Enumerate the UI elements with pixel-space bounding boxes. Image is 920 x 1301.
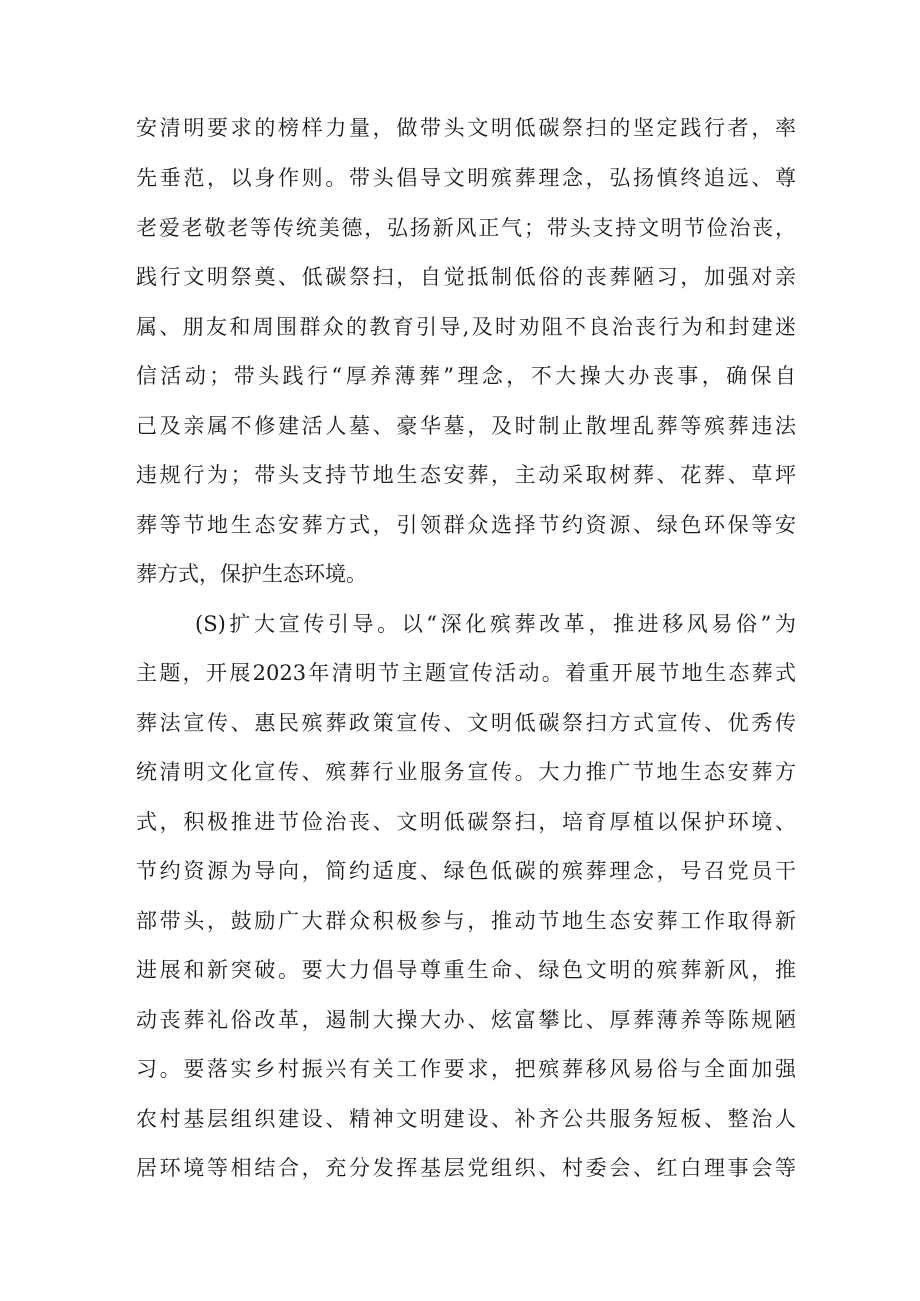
- paragraph-2-line-11: 农村基层组织建设、精神文明建设、补齐公共服务短板、整治人: [136, 1107, 796, 1131]
- paragraph-2-line-8: 进展和新突破。要大力倡导尊重生命、绿色文明的殡葬新风，推: [136, 958, 796, 982]
- paragraph-1-line-4: 践行文明祭奠、低碳祭扫，自觉抵制低俗的丧葬陋习，加强对亲: [136, 265, 796, 289]
- paragraph-2-line-10: 习。要落实乡村振兴有关工作要求，把殡葬移风易俗与全面加强: [136, 1057, 796, 1081]
- paragraph-2-line-3: 葬法宣传、惠民殡葬政策宣传、文明低碳祭扫方式宣传、优秀传: [136, 711, 796, 735]
- paragraph-2-line-6: 节约资源为导向，简约适度、绿色低碳的殡葬理念，号召党员干: [136, 859, 796, 883]
- paragraph-1-line-1: 安清明要求的榜样力量，做带头文明低碳祭扫的坚定践行者，率: [136, 116, 796, 140]
- paragraph-1-line-10: 葬方式，保护生态环境。: [136, 562, 367, 586]
- paragraph-1-line-6: 信活动；带头践行“厚养薄葬”理念，不大操大办丧事，确保自: [136, 364, 796, 388]
- paragraph-1-line-7: 己及亲属不修建活人墓、豪华墓，及时制止散埋乱葬等殡葬违法: [136, 414, 796, 438]
- paragraph-1-line-9: 葬等节地生态安葬方式，引领群众选择节约资源、绿色环保等安: [136, 513, 796, 537]
- paragraph-2-line-9: 动丧葬礼俗改革，遏制大操大办、炫富攀比、厚葬薄养等陈规陋: [136, 1008, 796, 1032]
- paragraph-2-line-4: 统清明文化宣传、殡葬行业服务宣传。大力推广节地生态安葬方: [136, 760, 796, 784]
- paragraph-2-line-5: 式，积极推进节俭治丧、文明低碳祭扫，培育厚植以保护环境、: [136, 810, 796, 834]
- paragraph-1-line-3: 老爱老敬老等传统美德，弘扬新风正气；带头支持文明节俭治丧，: [136, 216, 796, 240]
- paragraph-2-line-7: 部带头，鼓励广大群众积极参与，推动节地生态安葬工作取得新: [136, 909, 796, 933]
- paragraph-1-line-8: 违规行为；带头支持节地生态安葬，主动采取树葬、花葬、草坪: [136, 463, 796, 487]
- paragraph-2-line-2: 主题，开展2023年清明节主题宣传活动。着重开展节地生态葬式: [136, 661, 796, 685]
- paragraph-2-line-12: 居环境等相结合，充分发挥基层党组织、村委会、红白理事会等: [136, 1156, 796, 1180]
- paragraph-1-line-2: 先垂范，以身作则。带头倡导文明殡葬理念，弘扬慎终追远、尊: [136, 166, 796, 190]
- paragraph-2-line-1: (S)扩大宣传引导。以“深化殡葬改革，推进移风易俗”为: [195, 612, 796, 636]
- paragraph-1-line-5: 属、朋友和周围群众的教育引导,及时劝阻不良治丧行为和封建迷: [136, 315, 796, 339]
